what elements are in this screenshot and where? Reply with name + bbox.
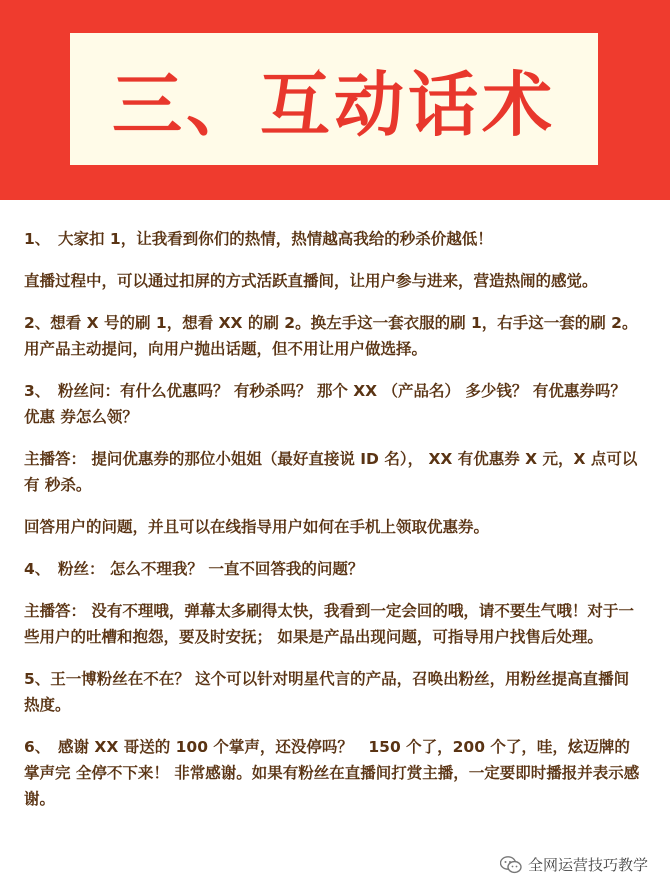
page-title: 三、互动话术 xyxy=(112,63,556,146)
article-body xyxy=(24,226,642,828)
paragraph-1: 1、 大家扣 1，让我看到你们的热情，热情越高我给的秒杀价越低！ xyxy=(24,230,493,248)
paragraph-7: 4、 粉丝： 怎么不理我？ 一直不回答我的问题？ xyxy=(24,560,364,578)
header-banner xyxy=(0,0,670,200)
watermark-label: 全网运营技巧教学 xyxy=(527,856,648,874)
paragraph-5: 主播答： 提问优惠券的那位小姐姐（最好直接说 ID 名）， XX 有优惠券 X 元，X 点可以有 秒杀。 xyxy=(24,450,638,494)
paragraph-2: 直播过程中，可以通过扣屏的方式活跃直播间，让用户参与进来，营造热闹的感觉。 xyxy=(24,272,598,290)
paragraph-10: 6、 感谢 XX 哥送的 100 个掌声，还没停吗？ 150 个了，200 个了，哇，炫迈牌的掌声完 全停不下来！ 非常感谢。如果有粉丝在直播间打赏主播，一定要即时播报并表示感谢。 xyxy=(24,738,640,808)
paragraph-4: 3、 粉丝问：有什么优惠吗？ 有秒杀吗？ 那个 XX （产品名） 多少钱？ 有优惠券吗？ 优惠 券怎么领？ xyxy=(24,382,626,426)
paragraph-6: 回答用户的问题，并且可以在线指导用户如何在手机上领取优惠券。 xyxy=(24,518,490,536)
paragraph-3: 2、想看 X 号的刷 1，想看 XX 的刷 2。换左手这一套衣服的刷 1，右手这一套的刷 2。 用产品主动提问，向用户抛出话题，但不用让用户做选择。 xyxy=(24,314,638,358)
paragraph-9: 5、王一博粉丝在不在？ 这个可以针对明星代言的产品，召唤出粉丝，用粉丝提高直播间热度。 xyxy=(24,670,630,714)
wechat-icon xyxy=(500,856,522,874)
title-box xyxy=(70,33,598,165)
watermark xyxy=(496,852,652,877)
paragraph-8: 主播答： 没有不理哦，弹幕太多刷得太快，我看到一定会回的哦，请不要生气哦！对于一些用户的吐槽和抱怨，要及时安抚； 如果是产品出现问题，可指导用户找售后处理。 xyxy=(24,602,634,646)
